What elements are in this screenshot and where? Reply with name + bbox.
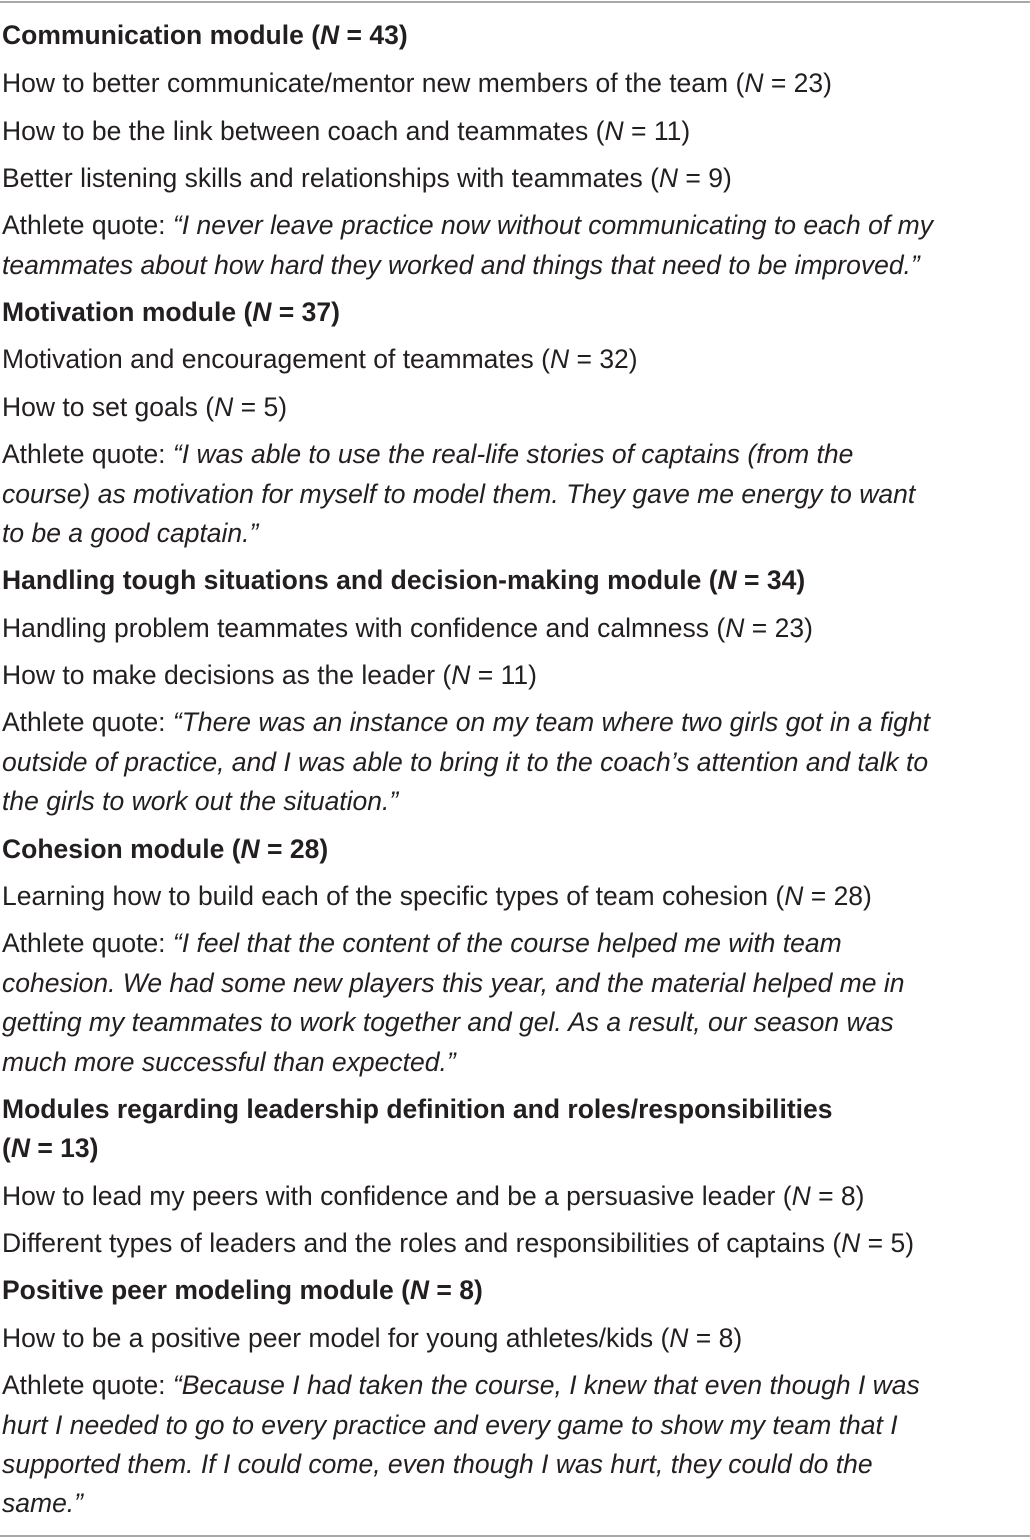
section-header-communication: Communication module (N = 43) bbox=[2, 20, 408, 50]
list-item: How to better communicate/mentor new members of the team (N = 23) bbox=[2, 68, 832, 98]
athlete-quote-line: Athlete quote: “There was an instance on my team where two girls got in a fight bbox=[2, 707, 930, 737]
list-item: How to lead my peers with confidence and be a persuasive leader (N = 8) bbox=[2, 1181, 865, 1211]
athlete-quote-line: teammates about how hard they worked and things that need to be improved.” bbox=[2, 250, 920, 280]
list-item: How to be the link between coach and teammates (N = 11) bbox=[2, 116, 691, 146]
section-header-cohesion: Cohesion module (N = 28) bbox=[2, 834, 329, 864]
list-item: How to set goals (N = 5) bbox=[2, 392, 288, 422]
athlete-quote-line: much more successful than expected.” bbox=[2, 1047, 456, 1077]
athlete-quote-line: Athlete quote: “Because I had taken the course, I knew that even though I was bbox=[2, 1370, 920, 1400]
athlete-quote-line: course) as motivation for myself to model them. They gave me energy to want bbox=[2, 479, 916, 509]
athlete-quote-line: cohesion. We had some new players this year, and the material helped me in bbox=[2, 968, 905, 998]
list-item: How to be a positive peer model for young athletes/kids (N = 8) bbox=[2, 1323, 743, 1353]
section-header-leadership-definition: Modules regarding leadership definition and roles/responsibilities bbox=[2, 1094, 833, 1124]
list-item: Learning how to build each of the specific types of team cohesion (N = 28) bbox=[2, 881, 872, 911]
athlete-quote-line: outside of practice, and I was able to bring it to the coach’s attention and talk to bbox=[2, 747, 929, 777]
list-item: Better listening skills and relationships with teammates (N = 9) bbox=[2, 163, 732, 193]
athlete-quote-line: Athlete quote: “I was able to use the real-life stories of captains (from the bbox=[2, 439, 854, 469]
section-header-peer-modeling: Positive peer modeling module (N = 8) bbox=[2, 1275, 483, 1305]
table-top-rule bbox=[0, 1, 1030, 3]
athlete-quote-line: hurt I needed to go to every practice and every game to show my team that I bbox=[2, 1410, 898, 1440]
list-item: How to make decisions as the leader (N = 11) bbox=[2, 660, 537, 690]
athlete-quote-line: the girls to work out the situation.” bbox=[2, 786, 399, 816]
list-item: Different types of leaders and the roles and responsibilities of captains (N = 5) bbox=[2, 1228, 915, 1258]
section-header-tough-situations: Handling tough situations and decision-making module (N = 34) bbox=[2, 565, 806, 595]
table-bottom-rule bbox=[0, 1535, 1030, 1537]
list-item: Motivation and encouragement of teammates (N = 32) bbox=[2, 344, 638, 374]
athlete-quote-line: same.” bbox=[2, 1488, 83, 1518]
section-header-motivation: Motivation module (N = 37) bbox=[2, 297, 340, 327]
athlete-quote-line: getting my teammates to work together and gel. As a result, our season was bbox=[2, 1007, 894, 1037]
section-header-leadership-definition-count: (N = 13) bbox=[2, 1133, 99, 1163]
list-item: Handling problem teammates with confidence and calmness (N = 23) bbox=[2, 613, 813, 643]
athlete-quote-line: supported them. If I could come, even though I was hurt, they could do the bbox=[2, 1449, 873, 1479]
athlete-quote-line: Athlete quote: “I feel that the content of the course helped me with team bbox=[2, 928, 842, 958]
athlete-quote-line: to be a good captain.” bbox=[2, 518, 259, 548]
athlete-quote-line: Athlete quote: “I never leave practice now without communicating to each of my bbox=[2, 210, 933, 240]
